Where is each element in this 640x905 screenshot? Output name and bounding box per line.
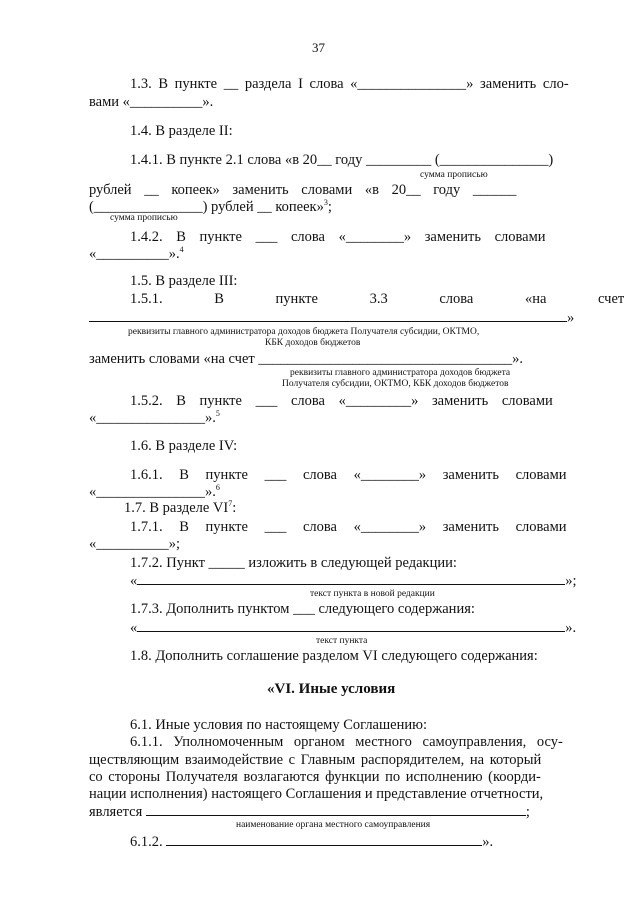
item-1-4: 1.4. В разделе II: — [130, 123, 233, 139]
blank-line — [137, 572, 565, 585]
item-1-7-3-close-quote: ». — [565, 620, 577, 636]
item-1-7-3-open-quote: « — [130, 620, 138, 636]
item-1-3-text: 1.3. В пункте __ раздела I слова «_______________» заменить сло- — [130, 76, 569, 92]
item-6-1: 6.1. Иные условия по настоящему Соглашению: — [130, 717, 427, 733]
item-6-1-1-is-word: является — [89, 804, 143, 820]
item-6-1-1-semicolon: ; — [525, 804, 530, 820]
item-1-7-2-line2 — [130, 572, 576, 590]
item-1-7-2-close-quote: »; — [565, 573, 577, 589]
note-item-text: текст пункта — [316, 636, 368, 646]
item-1-5-2-line1: 1.5.2. В пункте ___ слова «_________» заменить словами — [130, 393, 553, 409]
item-6-1-1-line1: 6.1.1. Уполномоченным органом местного самоуправления, осу- — [130, 734, 563, 750]
item-1-6: 1.6. В разделе IV: — [130, 438, 238, 454]
item-1-5: 1.5. В разделе III: — [130, 273, 238, 289]
footnote-7: 7 — [228, 499, 233, 509]
item-1-5-1-close-quote: » — [567, 310, 575, 326]
item-1-5-1-line3: заменить словами «на счет ___________________________________». — [89, 351, 523, 367]
footnote-4: 4 — [179, 245, 184, 255]
item-6-1-1-line3: со стороны Получателя возлагаются функции по исполнению (коорди- — [89, 769, 541, 785]
blank-line — [166, 833, 482, 846]
item-1-4-2-line2-text: «__________». — [89, 246, 180, 262]
item-1-3-line1 — [130, 76, 584, 93]
item-1-4-2-line1: 1.4.2. В пункте ___ слова «________» заменить словами — [130, 229, 546, 245]
item-1-4-1-line3-tail: ; — [327, 199, 332, 215]
note-requisites-2a: реквизиты главного администратора доходов бюджета — [290, 368, 511, 378]
blank-line — [89, 309, 567, 322]
item-1-6-1-line2-text: «_______________». — [89, 484, 216, 500]
item-1-7 — [124, 500, 236, 517]
note-sum-words-2: сумма прописью — [110, 213, 178, 223]
item-6-1-2-close-quote: ». — [482, 834, 494, 850]
note-new-text: текст пункта в новой редакции — [310, 589, 435, 599]
item-6-1-1-line4: нации исполнения) настоящего Соглашения и представление отчетности, — [89, 786, 544, 802]
item-1-8: 1.8. Дополнить соглашение разделом VI следующего содержания: — [130, 648, 538, 664]
item-1-4-1-line3-text: (_______________) рублей __ копеек» — [89, 199, 324, 215]
item-1-5-2-line2 — [89, 410, 220, 427]
item-1-6-1-line1: 1.6.1. В пункте ___ слова «________» заменить словами — [130, 467, 567, 483]
item-1-5-1-line2 — [89, 309, 579, 327]
item-1-7-1-line1: 1.7.1. В пункте ___ слова «________» заменить словами — [130, 519, 567, 535]
item-1-7-2-line1: 1.7.2. Пункт _____ изложить в следующей редакции: — [130, 555, 457, 571]
item-6-1-2-number: 6.1.2. — [130, 834, 163, 850]
page-number: 37 — [312, 40, 325, 55]
item-1-3-line2: вами «__________». — [89, 94, 214, 110]
item-1-5-2-line2-text: «_______________». — [89, 410, 216, 426]
item-6-1-1-line2: ществляющим взаимодействие с Главным распорядителем, на который — [89, 752, 542, 768]
blank-line — [146, 803, 526, 816]
item-1-7-2-open-quote: « — [130, 573, 138, 589]
note-requisites-2b: Получателя субсидии, ОКТМО, КБК доходов бюджетов — [282, 379, 509, 389]
item-6-1-1-line5 — [89, 803, 544, 821]
note-requisites-1b: КБК доходов бюджетов — [265, 338, 361, 348]
item-1-7-text: 1.7. В разделе VI — [124, 500, 229, 516]
footnote-3: 3 — [323, 198, 328, 208]
item-6-1-2 — [130, 833, 493, 851]
section-heading: «VI. Иные условия — [267, 681, 396, 697]
item-1-6-1-line2 — [89, 484, 220, 501]
note-requisites-1a: реквизиты главного администратора доходов бюджета Получателя субсидии, ОКТМО, — [128, 327, 480, 337]
item-1-7-tail: : — [232, 500, 237, 516]
item-1-4-1-line2: рублей __ копеек» заменить словами «в 20__ году ______ — [89, 182, 517, 198]
item-1-5-1-line1: 1.5.1. В пункте 3.3 слова «на счет — [130, 291, 625, 307]
blank-line — [137, 619, 565, 632]
note-authority-name: наименование органа местного самоуправления — [236, 820, 431, 830]
item-1-7-1-line2: «__________»; — [89, 536, 181, 552]
item-1-4-1-line1: 1.4.1. В пункте 2.1 слова «в 20__ году _________ (_______________) — [130, 152, 554, 168]
footnote-5: 5 — [215, 409, 220, 419]
item-1-7-3-line2 — [130, 619, 576, 637]
footnote-6: 6 — [215, 483, 220, 493]
note-sum-words-1: сумма прописью — [420, 170, 488, 180]
item-1-4-2-line2 — [89, 246, 184, 263]
item-1-7-3-line1: 1.7.3. Дополнить пунктом ___ следующего содержания: — [130, 601, 475, 617]
